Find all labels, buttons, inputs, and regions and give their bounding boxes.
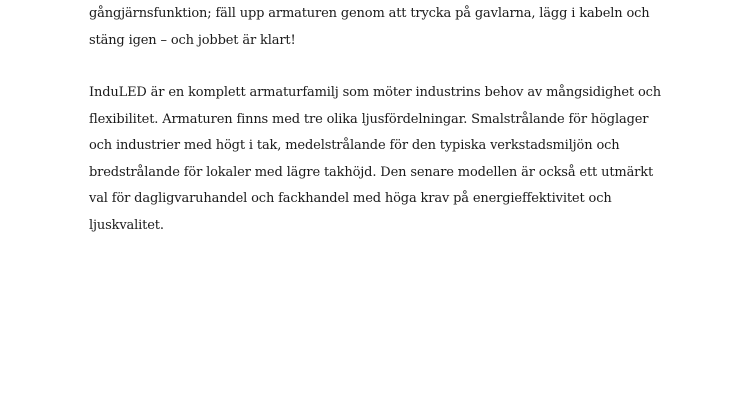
text-line: val för dagligvaruhandel och fackhandel med höga krav på energieffektivitet och <box>89 191 612 207</box>
text-line: gångjärnsfunktion; fäll upp armaturen genom att trycka på gavlarna, lägg i kabeln och <box>89 6 650 21</box>
text-line: flexibilitet. Armaturen finns med tre olika ljusfördelningar. Smalstrålande för höglager <box>89 111 649 127</box>
paragraph-continuation <box>89 1 679 54</box>
text-line: InduLED är en komplett armaturfamilj som möter industrins behov av mångsidighet och <box>89 85 661 100</box>
text-line: ljuskvalitet. <box>89 217 164 233</box>
text-line: stäng igen – och jobbet är klart! <box>89 32 296 48</box>
text-line: och industrier med högt i tak, medelstrålande för den typiska verkstadsmiljön och <box>89 138 620 154</box>
text-line: bredstrålande för lokaler med lägre takhöjd. Den senare modellen är också ett utmärkt <box>89 164 654 180</box>
paragraph-induled <box>89 80 679 240</box>
